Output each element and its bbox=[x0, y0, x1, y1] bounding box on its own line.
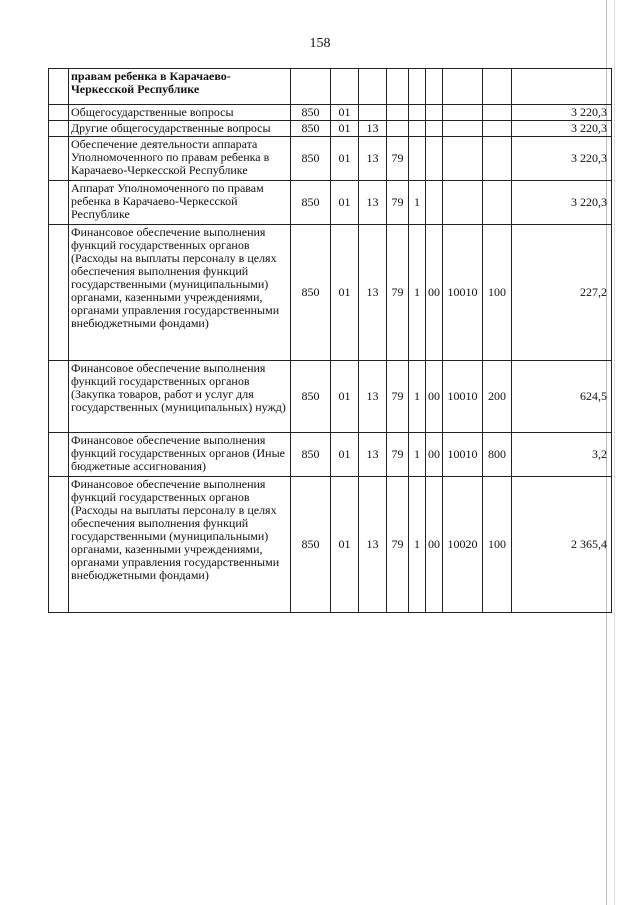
row-blank-cell bbox=[49, 225, 69, 361]
row-code-cell-c8 bbox=[483, 105, 512, 121]
row-amount-cell: 3 220,3 bbox=[512, 181, 612, 225]
row-code-cell-c7 bbox=[443, 137, 483, 181]
row-blank-cell bbox=[49, 433, 69, 477]
row-code-cell-c3 bbox=[359, 69, 387, 105]
budget-table-body bbox=[49, 69, 612, 613]
row-name-cell: Финансовое обеспечение выполнения функций государственных органов (Иные бюджетные ассигнования) bbox=[69, 433, 291, 477]
row-code-cell-c6 bbox=[426, 181, 443, 225]
row-blank-cell bbox=[49, 137, 69, 181]
table-row bbox=[49, 137, 612, 181]
row-code-cell-c5: 1 bbox=[409, 361, 426, 433]
row-code-cell-c6 bbox=[426, 121, 443, 137]
row-code-cell-c6 bbox=[426, 105, 443, 121]
row-name-cell: Финансовое обеспечение выполнения функций государственных органов (Расходы на выплаты персоналу в целях обеспечения выполнения функций государственными (муниципальными) органами, казенными учреждениями, органами управления государственными внебюджетными фондами) bbox=[69, 477, 291, 613]
row-blank-cell bbox=[49, 361, 69, 433]
row-code-cell-c3: 13 bbox=[359, 225, 387, 361]
row-code-cell-c8: 100 bbox=[483, 477, 512, 613]
row-code-cell-c4: 79 bbox=[387, 433, 409, 477]
row-code-cell-c2: 01 bbox=[331, 361, 359, 433]
row-code-cell-c8 bbox=[483, 121, 512, 137]
row-code-cell-c1: 850 bbox=[291, 433, 331, 477]
row-amount-cell: 227,2 bbox=[512, 225, 612, 361]
row-code-cell-c4: 79 bbox=[387, 477, 409, 613]
row-amount-cell: 624,5 bbox=[512, 361, 612, 433]
row-code-cell-c1: 850 bbox=[291, 181, 331, 225]
row-code-cell-c4 bbox=[387, 121, 409, 137]
row-name-cell: Общегосударственные вопросы bbox=[69, 105, 291, 121]
row-code-cell-c1: 850 bbox=[291, 225, 331, 361]
row-code-cell-c6 bbox=[426, 69, 443, 105]
row-code-cell-c4: 79 bbox=[387, 225, 409, 361]
row-code-cell-c6: 00 bbox=[426, 433, 443, 477]
row-code-cell-c8: 200 bbox=[483, 361, 512, 433]
row-amount-cell: 3 220,3 bbox=[512, 121, 612, 137]
row-code-cell-c1: 850 bbox=[291, 137, 331, 181]
row-code-cell-c2: 01 bbox=[331, 105, 359, 121]
page-number: 158 bbox=[309, 36, 331, 51]
row-code-cell-c4 bbox=[387, 105, 409, 121]
row-amount-cell: 3 220,3 bbox=[512, 137, 612, 181]
row-code-cell-c7: 10010 bbox=[443, 433, 483, 477]
row-code-cell-c3 bbox=[359, 105, 387, 121]
row-code-cell-c8 bbox=[483, 137, 512, 181]
row-code-cell-c5: 1 bbox=[409, 225, 426, 361]
row-blank-cell bbox=[49, 477, 69, 613]
row-code-cell-c1: 850 bbox=[291, 105, 331, 121]
row-code-cell-c7 bbox=[443, 69, 483, 105]
table-row bbox=[49, 105, 612, 121]
row-amount-cell bbox=[512, 69, 612, 105]
row-code-cell-c8 bbox=[483, 181, 512, 225]
row-code-cell-c7 bbox=[443, 181, 483, 225]
row-code-cell-c5: 1 bbox=[409, 477, 426, 613]
row-blank-cell bbox=[49, 181, 69, 225]
table-row bbox=[49, 361, 612, 433]
row-blank-cell bbox=[49, 69, 69, 105]
row-code-cell-c5: 1 bbox=[409, 433, 426, 477]
row-code-cell-c3: 13 bbox=[359, 477, 387, 613]
row-name-cell: Аппарат Уполномоченного по правам ребенка в Карачаево-Черкесской Республике bbox=[69, 181, 291, 225]
row-code-cell-c1 bbox=[291, 69, 331, 105]
row-code-cell-c2: 01 bbox=[331, 137, 359, 181]
row-name-cell: правам ребенка в Карачаево-Черкесской Республике bbox=[69, 69, 291, 105]
row-code-cell-c4 bbox=[387, 69, 409, 105]
row-code-cell-c4: 79 bbox=[387, 361, 409, 433]
row-name-cell: Финансовое обеспечение выполнения функций государственных органов (Закупка товаров, работ и услуг для государственных (муниципальных) нужд) bbox=[69, 361, 291, 433]
row-code-cell-c7: 10020 bbox=[443, 477, 483, 613]
table-row bbox=[49, 477, 612, 613]
table-row bbox=[49, 121, 612, 137]
row-amount-cell: 3,2 bbox=[512, 433, 612, 477]
row-code-cell-c3: 13 bbox=[359, 137, 387, 181]
row-code-cell-c3: 13 bbox=[359, 433, 387, 477]
row-code-cell-c2: 01 bbox=[331, 121, 359, 137]
row-code-cell-c6: 00 bbox=[426, 225, 443, 361]
row-code-cell-c5: 1 bbox=[409, 181, 426, 225]
row-code-cell-c7: 10010 bbox=[443, 225, 483, 361]
row-code-cell-c3: 13 bbox=[359, 121, 387, 137]
row-code-cell-c2: 01 bbox=[331, 225, 359, 361]
row-code-cell-c5 bbox=[409, 121, 426, 137]
row-code-cell-c1: 850 bbox=[291, 361, 331, 433]
row-code-cell-c4: 79 bbox=[387, 181, 409, 225]
table-row bbox=[49, 181, 612, 225]
row-code-cell-c3: 13 bbox=[359, 361, 387, 433]
scan-edge-line-secondary bbox=[614, 0, 615, 905]
row-amount-cell: 2 365,4 bbox=[512, 477, 612, 613]
budget-table bbox=[48, 68, 612, 613]
row-code-cell-c6: 00 bbox=[426, 361, 443, 433]
row-code-cell-c4: 79 bbox=[387, 137, 409, 181]
row-code-cell-c8: 100 bbox=[483, 225, 512, 361]
row-code-cell-c8: 800 bbox=[483, 433, 512, 477]
row-code-cell-c2 bbox=[331, 69, 359, 105]
row-name-cell: Обеспечение деятельности аппарата Уполномоченного по правам ребенка в Карачаево-Черкесской Республике bbox=[69, 137, 291, 181]
row-code-cell-c7 bbox=[443, 121, 483, 137]
row-code-cell-c2: 01 bbox=[331, 477, 359, 613]
table-row bbox=[49, 225, 612, 361]
row-amount-cell: 3 220,3 bbox=[512, 105, 612, 121]
row-code-cell-c7: 10010 bbox=[443, 361, 483, 433]
row-code-cell-c1: 850 bbox=[291, 477, 331, 613]
row-code-cell-c8 bbox=[483, 69, 512, 105]
row-code-cell-c6 bbox=[426, 137, 443, 181]
row-blank-cell bbox=[49, 105, 69, 121]
row-code-cell-c5 bbox=[409, 137, 426, 181]
row-name-cell: Другие общегосударственные вопросы bbox=[69, 121, 291, 137]
row-code-cell-c7 bbox=[443, 105, 483, 121]
row-blank-cell bbox=[49, 121, 69, 137]
row-code-cell-c5 bbox=[409, 105, 426, 121]
row-code-cell-c3: 13 bbox=[359, 181, 387, 225]
row-code-cell-c2: 01 bbox=[331, 433, 359, 477]
row-code-cell-c2: 01 bbox=[331, 181, 359, 225]
table-row bbox=[49, 69, 612, 105]
row-code-cell-c1: 850 bbox=[291, 121, 331, 137]
table-row bbox=[49, 433, 612, 477]
row-code-cell-c6: 00 bbox=[426, 477, 443, 613]
row-code-cell-c5 bbox=[409, 69, 426, 105]
row-name-cell: Финансовое обеспечение выполнения функций государственных органов (Расходы на выплаты персоналу в целях обеспечения выполнения функций государственными (муниципальными) органами, казенными учреждениями, органами управления государственными внебюджетными фондами) bbox=[69, 225, 291, 361]
